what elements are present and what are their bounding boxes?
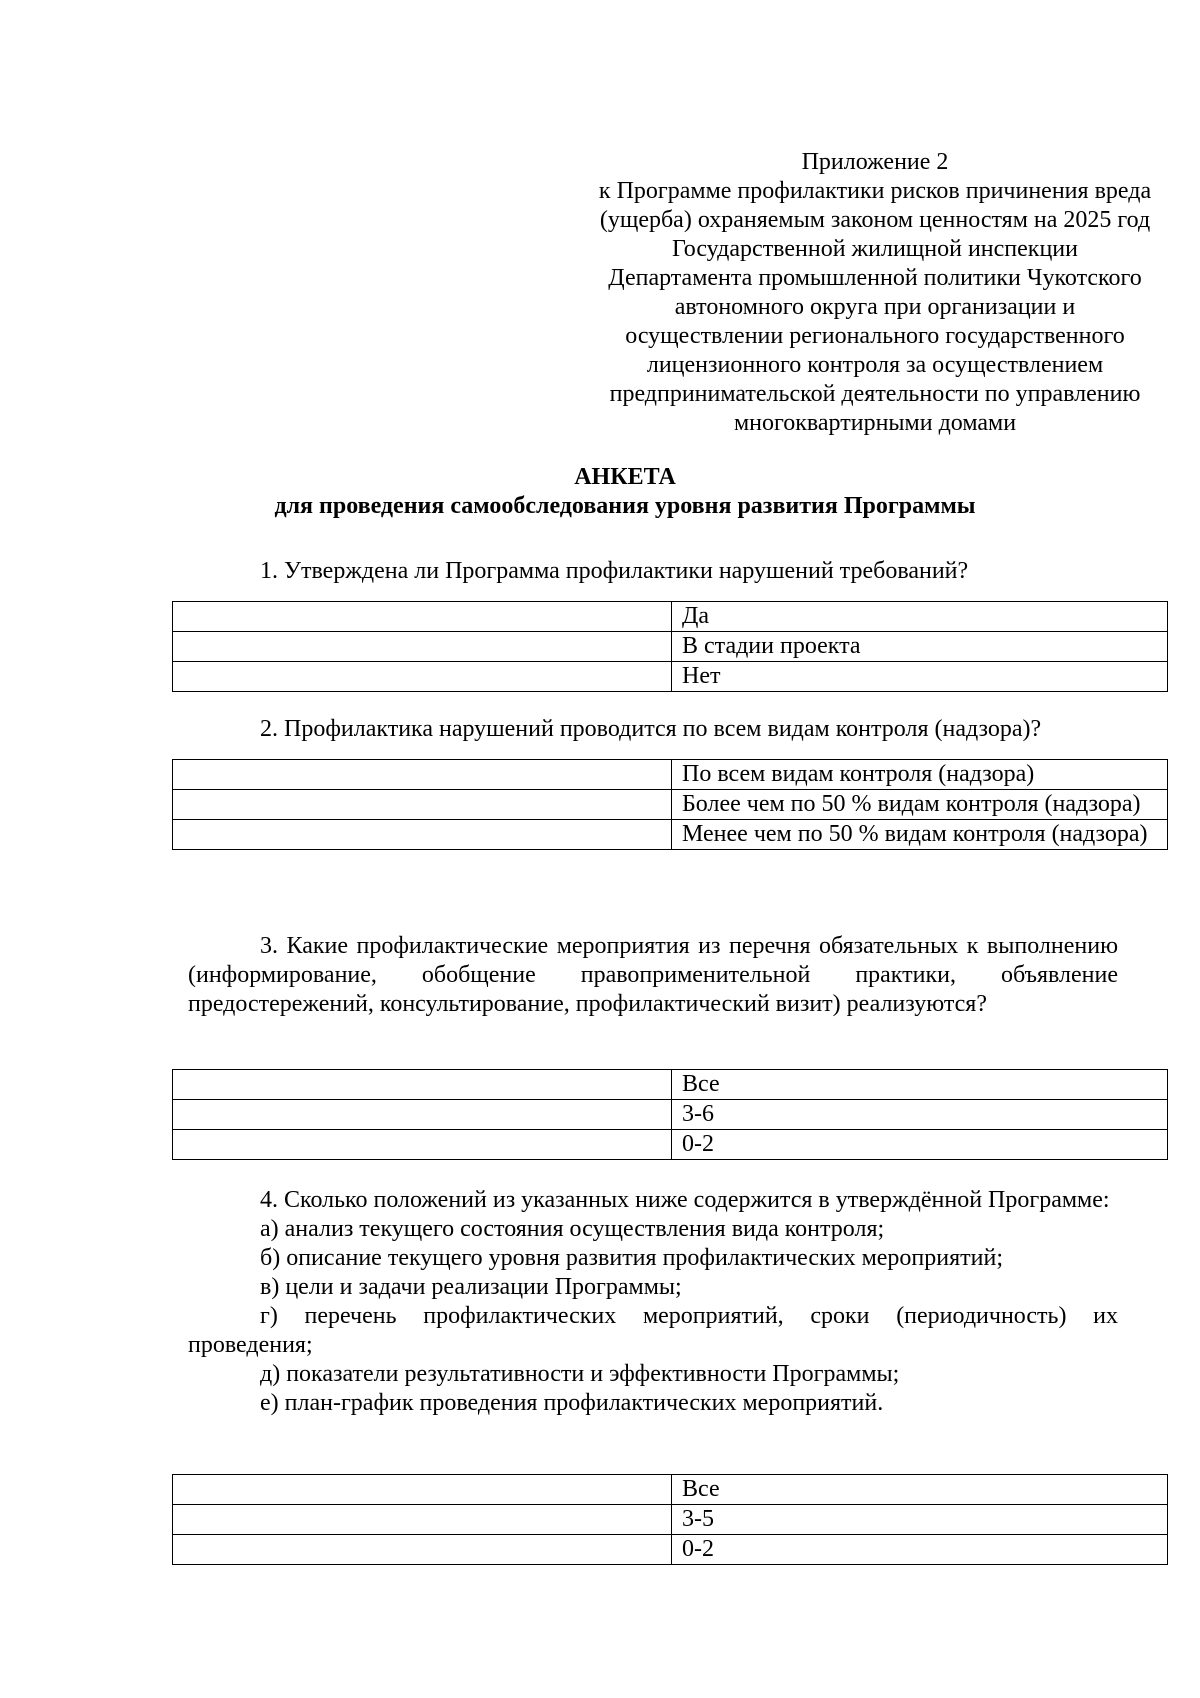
- answer-option: Все: [672, 1070, 1168, 1100]
- answer-mark-cell[interactable]: [173, 790, 672, 820]
- answer-row: [173, 760, 1168, 790]
- answer-option: 0-2: [672, 1130, 1168, 1160]
- answer-row: [173, 790, 1168, 820]
- answer-mark-cell[interactable]: [173, 1505, 672, 1535]
- appendix-line: предпринимательской деятельности по управлению: [609, 381, 1141, 407]
- appendix-line: Департамента промышленной политики Чукотского: [608, 265, 1142, 291]
- answer-option: 3-6: [672, 1100, 1168, 1130]
- answer-option: В стадии проекта: [672, 632, 1168, 662]
- form-title-main: АНКЕТА: [574, 464, 676, 490]
- provision-item: г) перечень профилактических мероприятий, сроки (периодичность) их проведения;: [188, 1303, 1118, 1358]
- answer-row: [173, 662, 1168, 692]
- answer-mark-cell[interactable]: [173, 1070, 672, 1100]
- answer-row: [173, 820, 1168, 850]
- answer-mark-cell[interactable]: [173, 602, 672, 632]
- form-title-sub: для проведения самообследования уровня развития Программы: [274, 493, 976, 519]
- question-text: 1. Утверждена ли Программа профилактики нарушений требований?: [260, 558, 969, 584]
- answer-option: Все: [672, 1475, 1168, 1505]
- question-4: [188, 1186, 1118, 1418]
- appendix-line: Приложение 2: [801, 149, 949, 175]
- question-text: 3. Какие профилактические мероприятия из перечня обязательных к выполнению (информирование, обобщение правоприменительной практики, объявление предостережений, консультирование, профилактический визит) реализуются?: [188, 933, 1118, 1017]
- answer-mark-cell[interactable]: [173, 662, 672, 692]
- question-3: [188, 932, 1118, 1019]
- answer-mark-cell[interactable]: [173, 1130, 672, 1160]
- answer-table-3: [172, 1069, 1168, 1160]
- form-title: [175, 463, 1075, 521]
- answer-row: [173, 1100, 1168, 1130]
- provision-item: е) план-график проведения профилактических мероприятий.: [260, 1390, 884, 1416]
- answer-row: [173, 1475, 1168, 1505]
- answer-mark-cell[interactable]: [173, 1535, 672, 1565]
- answer-table-1: [172, 601, 1168, 692]
- appendix-line: лицензионного контроля за осуществлением: [646, 352, 1104, 378]
- appendix-line: осуществлении регионального государственного: [625, 323, 1125, 349]
- answer-option: Нет: [672, 662, 1168, 692]
- answer-mark-cell[interactable]: [173, 1100, 672, 1130]
- answer-mark-cell[interactable]: [173, 760, 672, 790]
- appendix-line: автономного округа при организации и: [674, 294, 1076, 320]
- answer-option: По всем видам контроля (надзора): [672, 760, 1168, 790]
- answer-table-4: [172, 1474, 1168, 1565]
- answer-option: 3-5: [672, 1505, 1168, 1535]
- answer-option: 0-2: [672, 1535, 1168, 1565]
- answer-mark-cell[interactable]: [173, 632, 672, 662]
- appendix-header: [585, 148, 1165, 438]
- answer-option: Да: [672, 602, 1168, 632]
- question-text: 4. Сколько положений из указанных ниже содержится в утверждённой Программе:: [260, 1187, 1110, 1213]
- appendix-line: Государственной жилищной инспекции: [671, 236, 1078, 262]
- answer-row: [173, 602, 1168, 632]
- answer-option: Менее чем по 50 % видам контроля (надзора): [672, 820, 1168, 850]
- answer-option: Более чем по 50 % видам контроля (надзора): [672, 790, 1168, 820]
- answer-row: [173, 1130, 1168, 1160]
- answer-mark-cell[interactable]: [173, 820, 672, 850]
- appendix-line: многоквартирными домами: [733, 410, 1017, 436]
- provision-item: в) цели и задачи реализации Программы;: [260, 1274, 682, 1300]
- provision-item: б) описание текущего уровня развития профилактических мероприятий;: [260, 1245, 1003, 1271]
- question-1: [188, 557, 1118, 586]
- provision-item: а) анализ текущего состояния осуществления вида контроля;: [260, 1216, 885, 1242]
- answer-mark-cell[interactable]: [173, 1475, 672, 1505]
- answer-row: [173, 1070, 1168, 1100]
- answer-row: [173, 1505, 1168, 1535]
- question-text: 2. Профилактика нарушений проводится по всем видам контроля (надзора)?: [260, 716, 1042, 742]
- question-2: [188, 715, 1118, 744]
- appendix-line: (ущерба) охраняемым законом ценностям на 2025 год: [599, 207, 1151, 233]
- provision-item: д) показатели результативности и эффективности Программы;: [260, 1361, 900, 1387]
- answer-row: [173, 1535, 1168, 1565]
- answer-row: [173, 632, 1168, 662]
- appendix-line: к Программе профилактики рисков причинения вреда: [598, 178, 1152, 204]
- answer-table-2: [172, 759, 1168, 850]
